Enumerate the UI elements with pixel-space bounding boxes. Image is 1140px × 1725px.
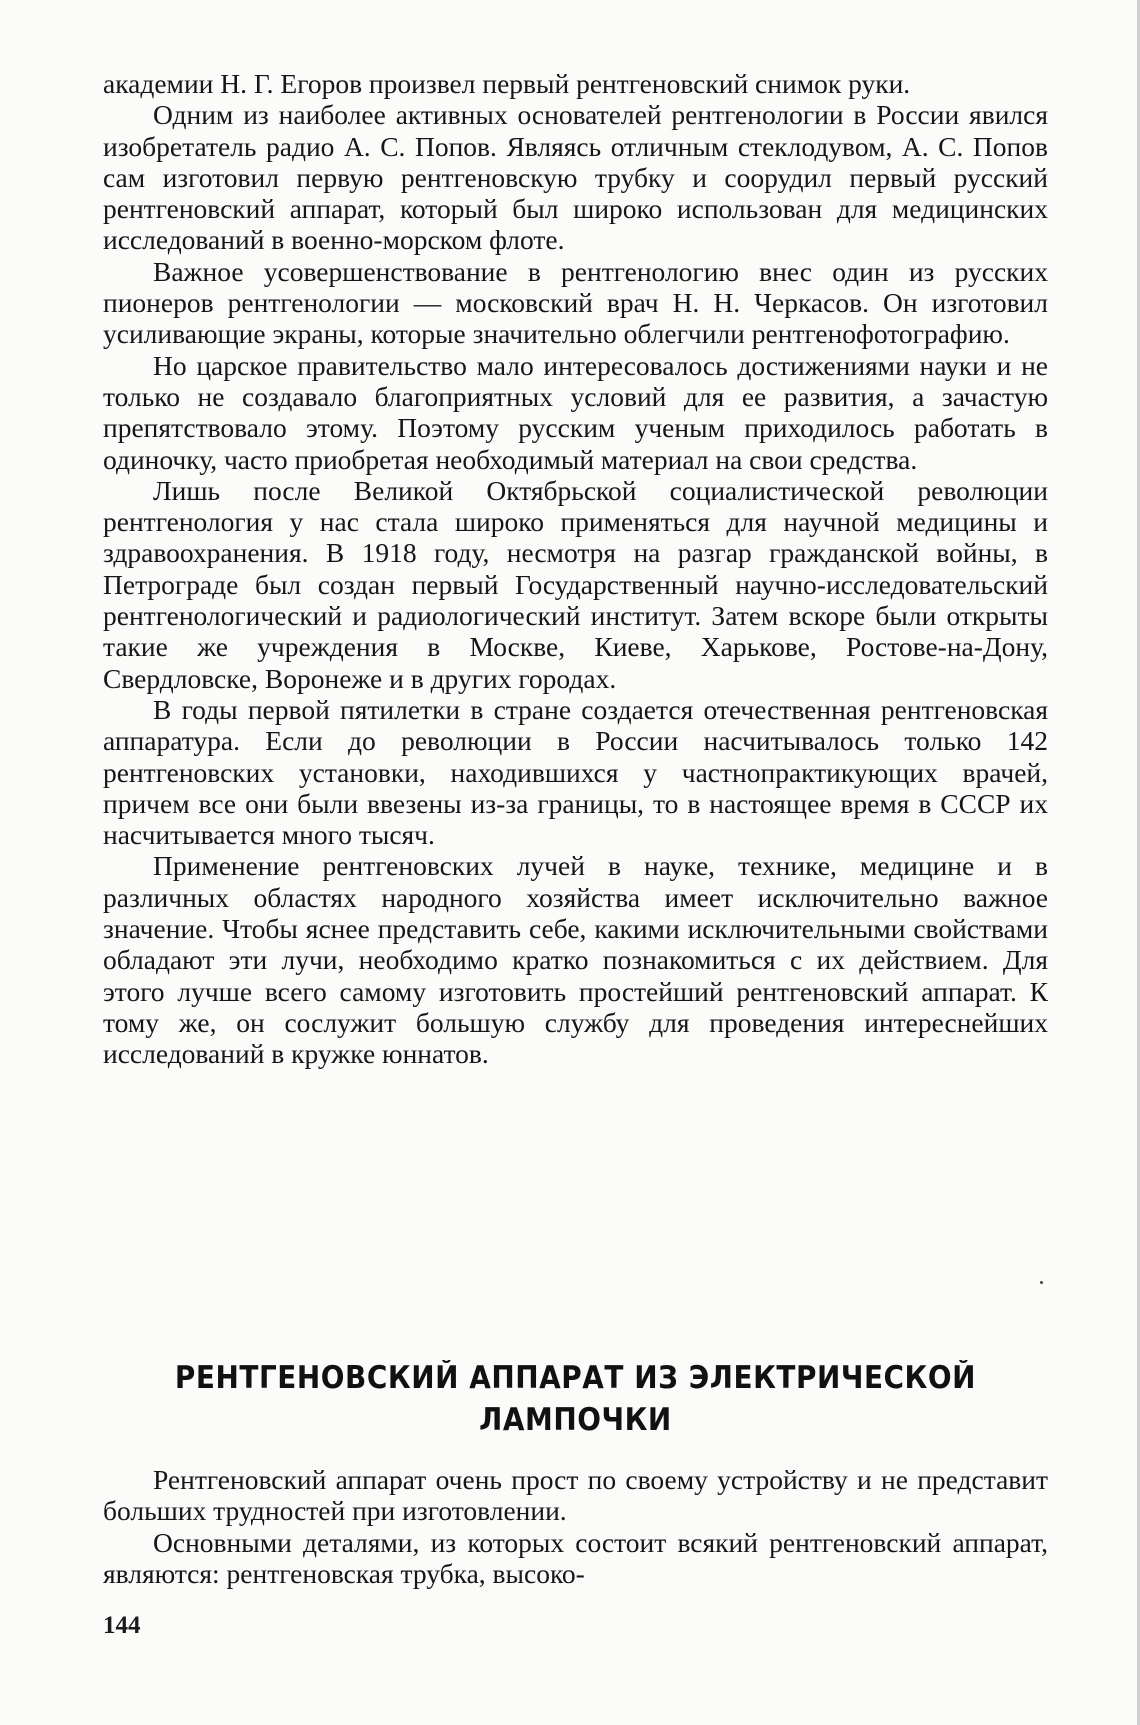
paragraph-main-parts: Основными деталями, из которых состоит всякий рентгеновский аппарат, являются: рентгеновская трубка, высоко- — [103, 1526, 1048, 1589]
section-heading — [150, 1357, 1001, 1441]
paragraph-simple-device: Рентгеновский аппарат очень прост по своему устройству и не представит больших трудностей при изготовлении. — [103, 1464, 1048, 1527]
section-heading-line-1: РЕНТГЕНОВСКИЙ АППАРАТ ИЗ ЭЛЕКТРИЧЕСКОЙ — [174, 1360, 977, 1396]
paragraph-applications: Применение рентгеновских лучей в науке, технике, медицине и в различных областях народного хозяйства имеет исключительно важное значение. Чтобы яснее представить себе, какими исключительными свойствами обладают эти лучи, необходимо кратко познакомиться с их действием. Для этого лучше всего самому изготовить простейший рентгеновский аппарат. К тому же, он сослужит большую службу для проведения интереснейших исследований в кружке юннатов. — [103, 850, 1048, 1070]
paragraph-tsarist-government: Но царское правительство мало интересовалось достижениями науки и не только не создавало благоприятных условий для ее развития, а зачастую препятствовало этому. Поэтому русским ученым приходилось работать в одиночку, часто приобретая необходимый материал на свои средства. — [103, 349, 1048, 475]
paragraph-popov: Одним из наиболее активных основателей рентгенологии в России явился изобретатель радио А. С. Попов. Являясь отличным стеклодувом, А. С. Попов сам изготовил первую рентгеновскую трубку и соорудил первый русский рентгеновский аппарат, который был широко использован для медицинских исследований в военно-морском флоте. — [103, 99, 1048, 256]
paragraph-continuation: академии Н. Г. Егоров произвел первый рентгеновский снимок руки. — [103, 68, 911, 99]
body-text — [103, 68, 1048, 1070]
page-number: 144 — [103, 1612, 141, 1639]
print-speck — [1040, 1281, 1043, 1284]
paragraph-five-year-plan: В годы первой пятилетки в стране создается отечественная рентгеновская аппаратура. Если до революции в России насчитывалось только 142 рентгеновских установки, находившихся у частнопрактикующих врачей, причем все они были ввезены из-за границы, то в настоящее время в СССР их насчитывается много тысяч. — [103, 693, 1048, 851]
section-body-text — [103, 1464, 1048, 1589]
paragraph-october-revolution: Лишь после Великой Октябрьской социалистической революции рентгенология у нас стала широко применяться для научной медицины и здравоохранения. В 1918 году, несмотря на разгар гражданской войны, в Петрограде был создан первый Государственный научно-исследовательский рентгенологический и радиологический институт. Затем вскоре были открыты такие же учреждения в Москве, Киеве, Харькове, Ростове-на-Дону, Свердловске, Воронеже и в других городах. — [103, 474, 1048, 694]
paragraph-cherkasov: Важное усовершенствование в рентгенологию внес один из русских пионеров рентгенологии — московский врач Н. Н. Черкасов. Он изготовил усиливающие экраны, которые значительно облегчили рентгенофотографию. — [103, 255, 1048, 350]
section-heading-line-2: ЛАМПОЧКИ — [479, 1402, 672, 1438]
